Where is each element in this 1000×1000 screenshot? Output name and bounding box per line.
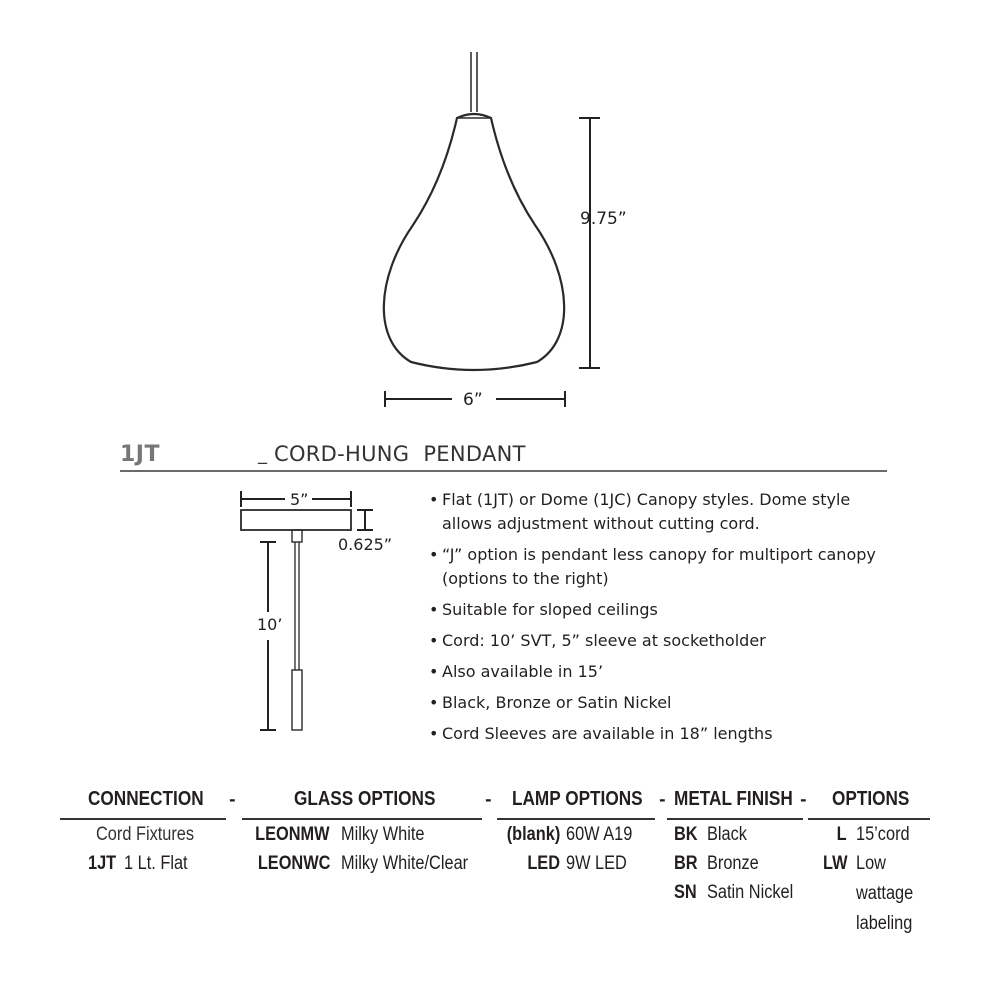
- feature-item: • Suitable for sloped ceilings: [428, 598, 898, 622]
- glass-label: Milky White/Clear: [341, 853, 469, 874]
- finish-label: Bronze: [707, 853, 759, 874]
- canopy-plate: [241, 510, 351, 530]
- title-row: [120, 440, 890, 472]
- connection-subheader: Cord Fixtures: [96, 824, 195, 845]
- pendant-width-label: 6”: [463, 390, 483, 410]
- pendant-cord: [471, 52, 477, 112]
- header-separator: -: [800, 790, 807, 809]
- option-label: wattage: [856, 883, 914, 904]
- lamp-label: 60W A19: [566, 824, 633, 845]
- feature-item: • Cord Sleeves are available in 18” lengths: [428, 722, 898, 746]
- glass-code: LEONWC: [257, 853, 330, 874]
- finish-label: Black: [707, 824, 747, 845]
- pendant-glass-outline: [384, 114, 564, 370]
- finish-code: BK: [674, 824, 698, 845]
- glass-code: LEONMW: [255, 824, 330, 845]
- cord-sleeve: [292, 670, 302, 730]
- feature-item: • “J” option is pendant less canopy for multiport canopy (options to the right): [428, 543, 898, 591]
- options-rule: [808, 818, 930, 820]
- option-label: labeling: [856, 913, 913, 934]
- finish-code: BR: [674, 853, 698, 874]
- lamp-code: LED: [527, 853, 560, 874]
- height-dimension: [579, 118, 600, 368]
- metal-finish-rule: [667, 818, 803, 820]
- lamp-options-header: LAMP OPTIONS: [512, 788, 643, 810]
- title-divider: [120, 470, 887, 472]
- connection-code: 1JT: [88, 853, 117, 874]
- feature-item: • Flat (1JT) or Dome (1JC) Canopy styles. Dome style allows adjustment without cutting cord.: [428, 488, 898, 536]
- connection-label: 1 Lt. Flat: [124, 853, 188, 874]
- option-code: LW: [822, 853, 847, 874]
- options-header: OPTIONS: [832, 788, 910, 810]
- title-separator: _: [258, 444, 267, 465]
- canopy-depth-dimension: [357, 510, 373, 530]
- pendant-height-label: 9.75”: [580, 209, 627, 229]
- feature-item: • Cord: 10’ SVT, 5” sleeve at socketholder: [428, 629, 898, 653]
- connection-header: CONNECTION: [88, 788, 204, 810]
- feature-item: • Also available in 15’: [428, 660, 898, 684]
- cord-length-dimension: [260, 542, 276, 730]
- option-label: Low: [856, 853, 886, 874]
- cord-length-label: 10’: [257, 615, 283, 634]
- header-separator: -: [229, 790, 236, 809]
- feature-item: • Black, Bronze or Satin Nickel: [428, 691, 898, 715]
- canopy-width-label: 5”: [290, 490, 309, 509]
- glass-label: Milky White: [341, 824, 425, 845]
- canopy-depth-label: 0.625”: [338, 535, 393, 554]
- option-code: L: [837, 824, 847, 845]
- cord-connector: [292, 530, 302, 542]
- glass-options-rule: [242, 818, 482, 820]
- header-separator: -: [485, 790, 492, 809]
- connection-rule: [60, 818, 226, 820]
- lamp-options-rule: [497, 818, 655, 820]
- header-separator: -: [659, 790, 666, 809]
- option-label: 15’cord: [856, 824, 910, 845]
- lamp-code: (blank): [506, 824, 560, 845]
- model-code: 1JT: [120, 442, 160, 467]
- glass-options-header: GLASS OPTIONS: [294, 788, 436, 810]
- finish-label: Satin Nickel: [707, 882, 794, 903]
- product-title: CORD-HUNG PENDANT: [274, 442, 526, 466]
- lamp-label: 9W LED: [566, 853, 627, 874]
- pendant-drawing: [0, 0, 1000, 430]
- feature-list: [428, 488, 898, 753]
- canopy-drawing: [220, 480, 420, 740]
- metal-finish-header: METAL FINISH: [674, 788, 793, 810]
- finish-code: SN: [674, 882, 697, 903]
